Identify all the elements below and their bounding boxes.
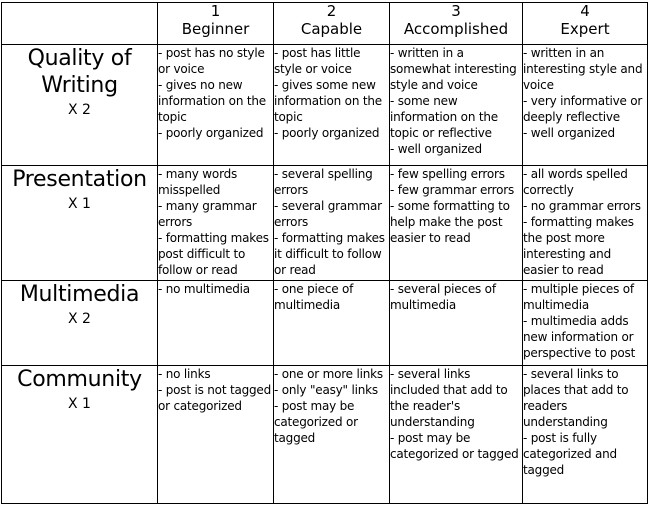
criterion-row-community [2,366,648,504]
level-name: Accomplished [403,20,509,38]
level-number: 1 [210,2,221,20]
descriptor-cell: - no links - post is not tagged or categorized [158,366,274,504]
criterion-name-line: Writing [41,73,118,98]
descriptor-cell: - multiple pieces of multimedia - multimedia adds new information or perspective to post [523,281,648,366]
descriptor-cell: - several pieces of multimedia [390,281,523,366]
criterion-row-multimedia [2,281,648,366]
criterion-row-quality-of-writing [2,45,648,166]
descriptor-cell: - post has no style or voice - gives no new information on the topic - poorly organized [158,45,274,166]
descriptor-cell: - written in an interesting style and voice - very informative or deeply reflective - well organized [523,45,648,166]
criterion-weight: X 1 [68,396,91,412]
descriptor-cell: - several spelling errors - several grammar errors - formatting makes it difficult to follow or read [274,166,390,281]
rubric-table [1,2,648,504]
level-header-1 [158,3,274,45]
criterion-name-line: Quality of [27,46,132,71]
level-number: 3 [451,2,461,20]
descriptor-cell: - post has little style or voice - gives some new information on the topic - poorly organized [274,45,390,166]
descriptor-cell: - written in a somewhat interesting style and voice - some new information on the topic or reflective - well organized [390,45,523,166]
level-name: Beginner [181,20,250,38]
descriptor-cell: - all words spelled correctly - no grammar errors - formatting makes the post more interesting and easier to read [523,166,648,281]
criterion-weight: X 1 [68,196,91,212]
descriptor-cell: - no multimedia [158,281,274,366]
descriptor-cell: - few spelling errors - few grammar errors - some formatting to help make the post easier to read [390,166,523,281]
corner-cell [2,3,158,45]
level-header-3 [390,3,523,45]
descriptor-cell: - one piece of multimedia [274,281,390,366]
criterion-name-line: Presentation [12,167,147,192]
criterion-row-presentation [2,166,648,281]
level-header-2 [274,3,390,45]
level-name: Expert [560,20,610,38]
criterion-name-line: Multimedia [19,282,140,307]
level-name: Capable [300,20,363,38]
criterion-weight: X 2 [68,102,91,118]
criterion-label [2,281,158,366]
level-header-4 [523,3,648,45]
criterion-label [2,366,158,504]
level-number: 4 [580,2,590,20]
descriptor-cell: - several links to places that add to readers understanding - post is fully categorized and tagged [523,366,648,504]
criterion-name-line: Community [17,367,142,392]
descriptor-cell: - one or more links - only "easy" links - post may be categorized or tagged [274,366,390,504]
criterion-label [2,45,158,166]
header-row [2,3,648,45]
criterion-weight: X 2 [68,311,91,327]
criterion-label [2,166,158,281]
descriptor-cell: - many words misspelled - many grammar errors - formatting makes post difficult to follow or read [158,166,274,281]
level-number: 2 [326,2,337,20]
descriptor-cell: - several links included that add to the reader's understanding - post may be categorized or tagged [390,366,523,504]
